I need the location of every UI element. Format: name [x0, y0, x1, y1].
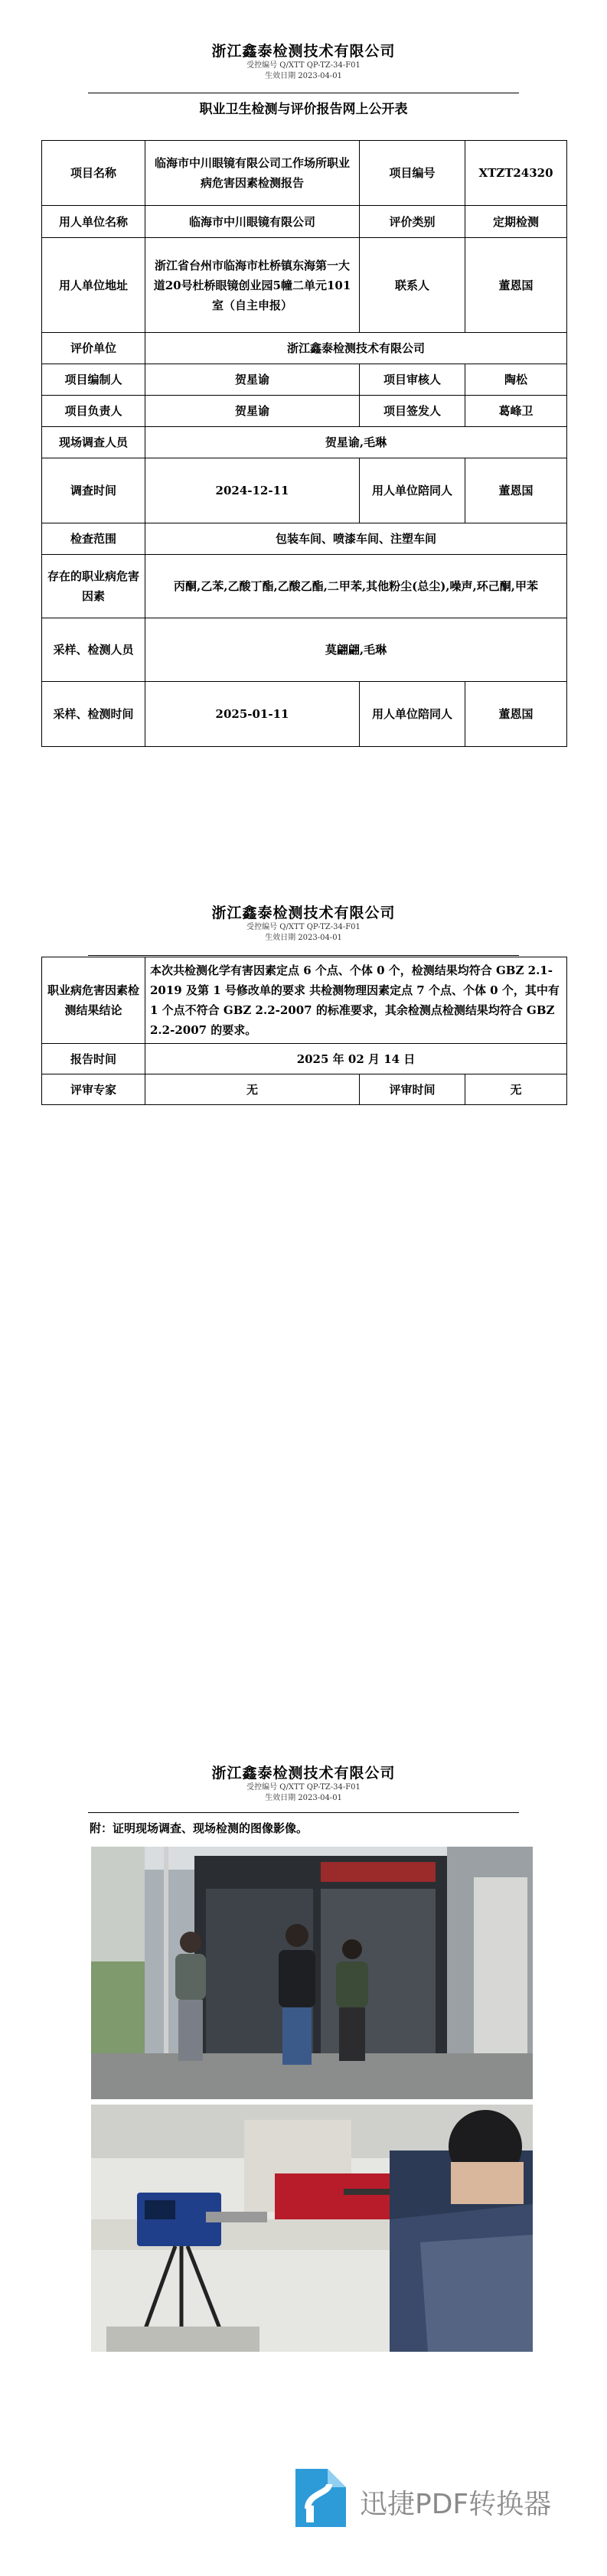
- info-table: [41, 140, 567, 747]
- address-value: 浙江省台州市临海市杜桥镇东海第一大道20号杜桥眼镜创业园5幢二单元101室（自主申报）: [145, 238, 360, 333]
- control-number: 受控编号 Q/XTT QP-TZ-34-F01: [246, 61, 361, 70]
- contact-value: 董恩国: [465, 238, 567, 333]
- employer-value: 临海市中川眼镜有限公司: [145, 206, 360, 238]
- effective-date: 生效日期 2023-04-01: [265, 934, 342, 942]
- page2-header: [0, 902, 607, 944]
- sample-time-value: 2025-01-11: [145, 682, 360, 747]
- contact-label: 联系人: [360, 238, 465, 333]
- eval-unit-value: 浙江鑫泰检测技术有限公司: [145, 333, 567, 364]
- conclusion-value: 本次共检测化学有害因素定点 6 个点、个体 0 个，检测结果均符合 GBZ 2.1-2019 及第 1 号修改单的要求 共检测物理因素定点 7 个点、个体 0 个，其中有 1 个点不符合 GBZ 2.2-2007 的标准要求，其余检测点检测结果均符合 GBZ 2.2-2007 的要求。: [145, 957, 567, 1044]
- employer-label: 用人单位名称: [42, 206, 145, 238]
- eval-type-value: 定期检测: [465, 206, 567, 238]
- reviewer-label: 项目审核人: [360, 364, 465, 396]
- signer-label: 项目签发人: [360, 396, 465, 427]
- project-no-label: 项目编号: [360, 141, 465, 206]
- survey-time-label: 调查时间: [42, 458, 145, 523]
- effective-date: 生效日期 2023-04-01: [265, 72, 342, 80]
- page1-header: [0, 40, 607, 82]
- eval-unit-label: 评价单位: [42, 333, 145, 364]
- report-time-value: 2025 年 02 月 14 日: [145, 1044, 567, 1074]
- hazards-value: 丙酮,乙苯,乙酸丁酯,乙酸乙酯,二甲苯,其他粉尘(总尘),噪声,环己酮,甲苯: [145, 555, 567, 618]
- reviewer-value: 陶松: [465, 364, 567, 396]
- effective-date: 生效日期 2023-04-01: [265, 1794, 342, 1802]
- investigator-label: 现场调查人员: [42, 427, 145, 458]
- review-time-label: 评审时间: [360, 1074, 465, 1105]
- site-survey-photo-graphic: [91, 1847, 533, 2099]
- survey-time-value: 2024-12-11: [145, 458, 360, 523]
- compiler-value: 贺星谕: [145, 364, 360, 396]
- compiler-label: 项目编制人: [42, 364, 145, 396]
- address-label: 用人单位地址: [42, 238, 145, 333]
- control-number: 受控编号 Q/XTT QP-TZ-34-F01: [246, 923, 361, 931]
- conclusion-label: 职业病危害因素检测结果结论: [42, 957, 145, 1044]
- watermark-text: 迅捷PDF转换器: [360, 2489, 552, 2520]
- page3-header: [0, 1762, 607, 1804]
- pdf-logo-icon: [291, 2463, 352, 2532]
- company-name: 浙江鑫泰检测技术有限公司: [211, 905, 396, 921]
- scope-value: 包装车间、喷漆车间、注塑车间: [145, 523, 567, 555]
- signer-value: 葛峰卫: [465, 396, 567, 427]
- investigator-value: 贺星谕,毛琳: [145, 427, 567, 458]
- appendix-note: 附：证明现场调查、现场检测的图像影像。: [90, 1821, 308, 1835]
- eval-type-label: 评价类别: [360, 206, 465, 238]
- field-sampling-photo-graphic: [91, 2105, 533, 2352]
- pdf-converter-watermark: [291, 2463, 566, 2532]
- scope-label: 检查范围: [42, 523, 145, 555]
- conclusion-table: [41, 957, 567, 1105]
- expert-label: 评审专家: [42, 1074, 145, 1105]
- control-number: 受控编号 Q/XTT QP-TZ-34-F01: [246, 1783, 361, 1792]
- leader-label: 项目负责人: [42, 396, 145, 427]
- project-name-label: 项目名称: [42, 141, 145, 206]
- site-survey-photo: [91, 1847, 533, 2099]
- escort1-value: 董恩国: [465, 458, 567, 523]
- project-no-value: XTZT24320: [465, 141, 567, 206]
- project-name-value: 临海市中川眼镜有限公司工作场所职业病危害因素检测报告: [145, 141, 360, 206]
- doc-title: 职业卫生检测与评价报告网上公开表: [199, 102, 408, 117]
- leader-value: 贺星谕: [145, 396, 360, 427]
- escort2-value: 董恩国: [465, 682, 567, 747]
- sample-time-label: 采样、检测时间: [42, 682, 145, 747]
- review-time-value: 无: [465, 1074, 567, 1105]
- company-name: 浙江鑫泰检测技术有限公司: [211, 43, 396, 60]
- escort1-label: 用人单位陪同人: [360, 458, 465, 523]
- expert-value: 无: [145, 1074, 360, 1105]
- company-name: 浙江鑫泰检测技术有限公司: [211, 1765, 396, 1782]
- report-time-label: 报告时间: [42, 1044, 145, 1074]
- hazards-label: 存在的职业病危害因素: [42, 555, 145, 618]
- sampler-value: 莫翩翩,毛琳: [145, 618, 567, 682]
- header-rule: [88, 1812, 519, 1813]
- header-rule: [88, 955, 519, 956]
- sampler-label: 采样、检测人员: [42, 618, 145, 682]
- field-sampling-photo: [91, 2105, 533, 2352]
- escort2-label: 用人单位陪同人: [360, 682, 465, 747]
